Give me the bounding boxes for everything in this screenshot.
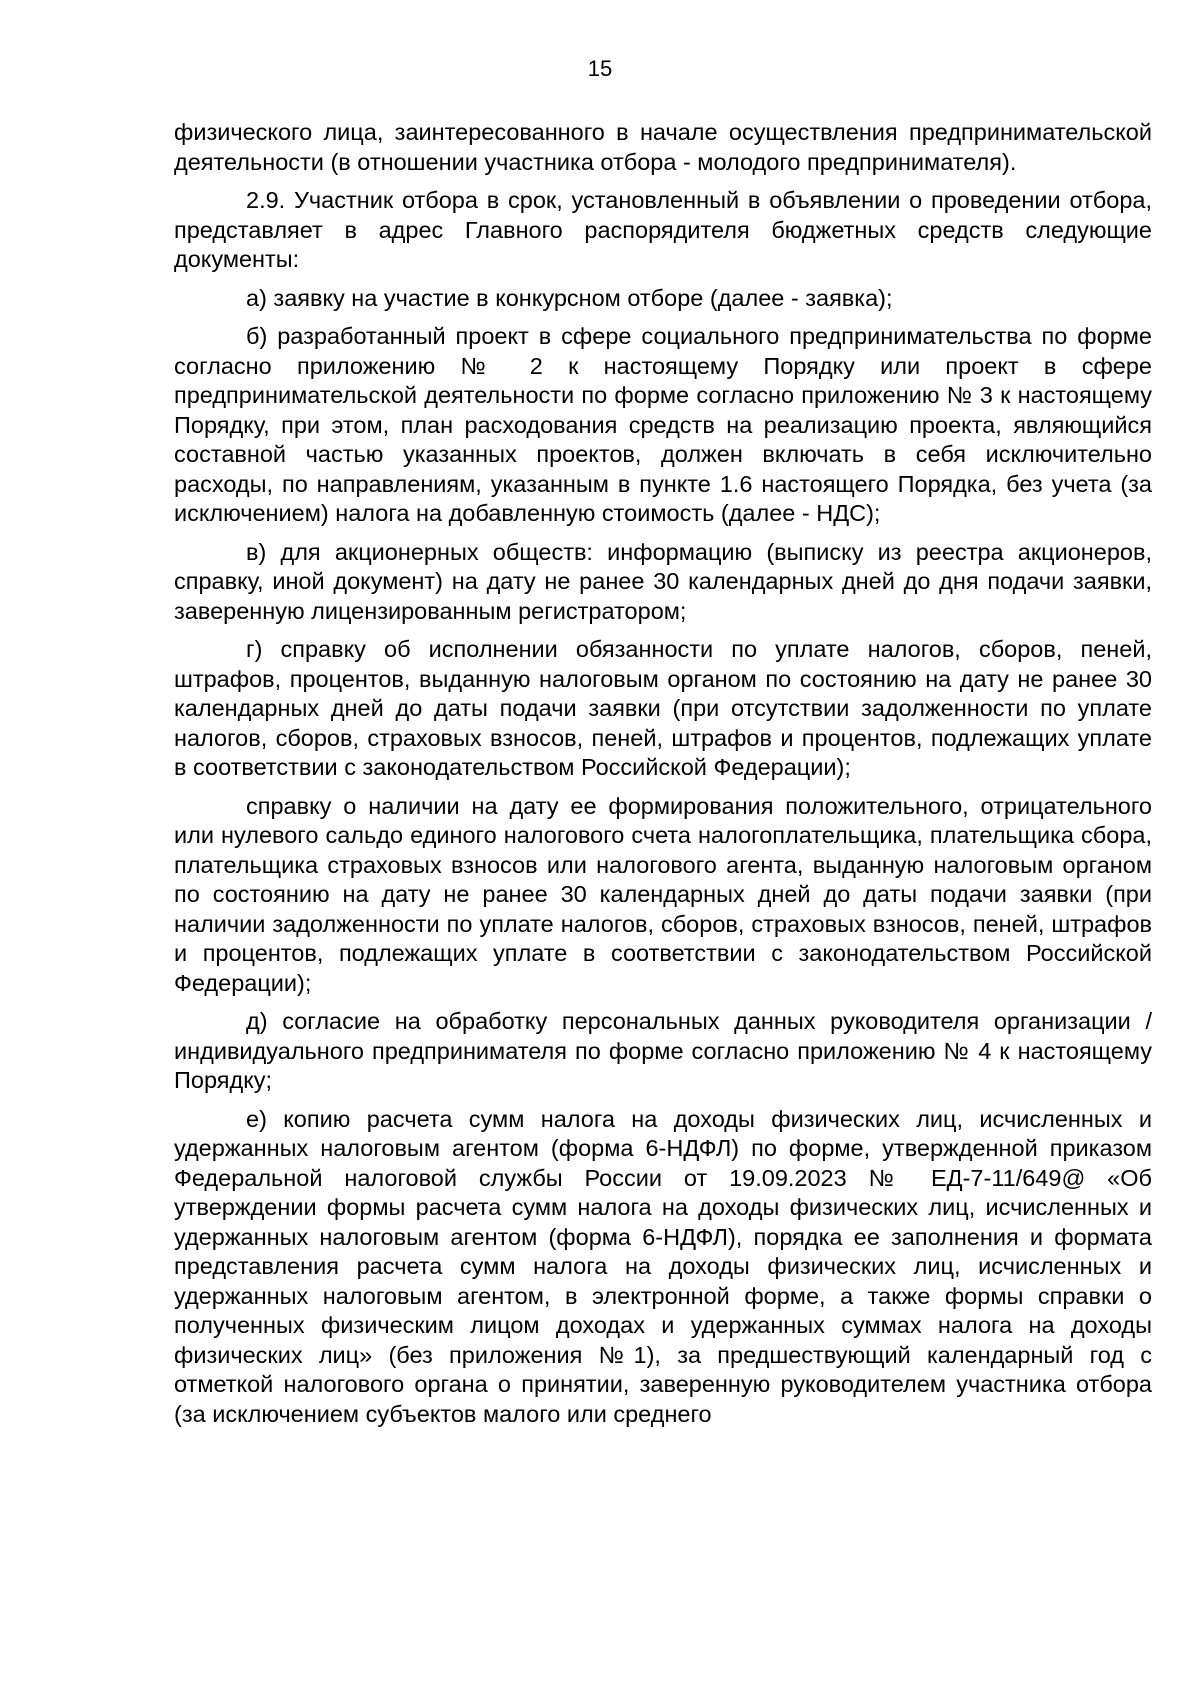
document-body <box>174 118 1152 1438</box>
paragraph-item-e: е) копию расчета сумм налога на доходы физических лиц, исчисленных и удержанных налоговым агентом (форма 6-НДФЛ) по форме, утвержденной приказом Федеральной налоговой службы России от 19.09.2023 № ЕД-7-11/649@ «Об утверждении формы расчета сумм налога на доходы физических лиц, исчисленных и удержанных налоговым агентом (форма 6-НДФЛ), порядка ее заполнения и формата представления расчета сумм налога на доходы физических лиц, исчисленных и удержанных налоговым агентом, в электронной форме, а также формы справки о полученных физическим лицом доходах и удержанных суммах налога на доходы физических лиц» (без приложения №1), за предшествующий календарный год с отметкой налогового органа о принятии, заверенную руководителем участника отбора (за исключением субъектов малого или среднего <box>174 1105 1152 1427</box>
paragraph-2-9: 2.9. Участник отбора в срок, установленный в объявлении о проведении отбора, представляет в адрес Главного распорядителя бюджетных средств следующие документы: <box>174 187 1152 272</box>
paragraph-continuation: физического лица, заинтересованного в начале осуществления предпринимательской деятельности (в отношении участника отбора - молодого предпринимателя). <box>174 119 1152 175</box>
paragraph-item-b: б) разработанный проект в сфере социального предпринимательства по форме согласно приложению № 2 к настоящему Порядку или проект в сфере предпринимательской деятельности по форме согласно приложению № 3 к настоящему Порядку, при этом, план расходования средств на реализацию проекта, являющийся составной частью указанных проектов, должен включать в себя исключительно расходы, по направлениям, указанным в пункте 1.6 настоящего Порядка, без учета (за исключением) налога на добавленную стоимость (далее - НДС); <box>174 323 1152 526</box>
paragraph-item-v: в) для акционерных обществ: информацию (выписку из реестра акционеров, справку, иной документ) на дату не ранее 30 календарных дней до дня подачи заявки, заверенную лицензированным регистратором; <box>174 538 1152 624</box>
paragraph-item-a: а) заявку на участие в конкурсном отборе (далее - заявка); <box>246 284 893 311</box>
page-number: 15 <box>587 56 613 81</box>
paragraph-item-g: г) справку об исполнении обязанности по уплате налогов, сборов, пеней, штрафов, процентов, выданную налоговым органом по состоянию на дату не ранее 30 календарных дней до даты подачи заявки (при отсутствии задолженности по уплате налогов, сборов, страховых взносов, пеней, штрафов и процентов, подлежащих уплате в соответствии с законодательством Российской Федерации); <box>174 636 1152 780</box>
paragraph-item-g-balance: справку о наличии на дату ее формирования положительного, отрицательного или нулевого сальдо единого налогового счета налогоплательщика, плательщика сбора, плательщика страховых взносов или налогового агента, выданную налоговым органом по состоянию на дату не ранее 30 календарных дней до даты подачи заявки (при наличии задолженности по уплате налогов, сборов, страховых взносов, пеней, штрафов и процентов, подлежащих уплате в соответствии с законодательством Российской Федерации); <box>174 792 1152 996</box>
paragraph-item-d: д) согласие на обработку персональных данных руководителя организации / индивидуального предпринимателя по форме согласно приложению № 4 к настоящему Порядку; <box>174 1008 1152 1093</box>
